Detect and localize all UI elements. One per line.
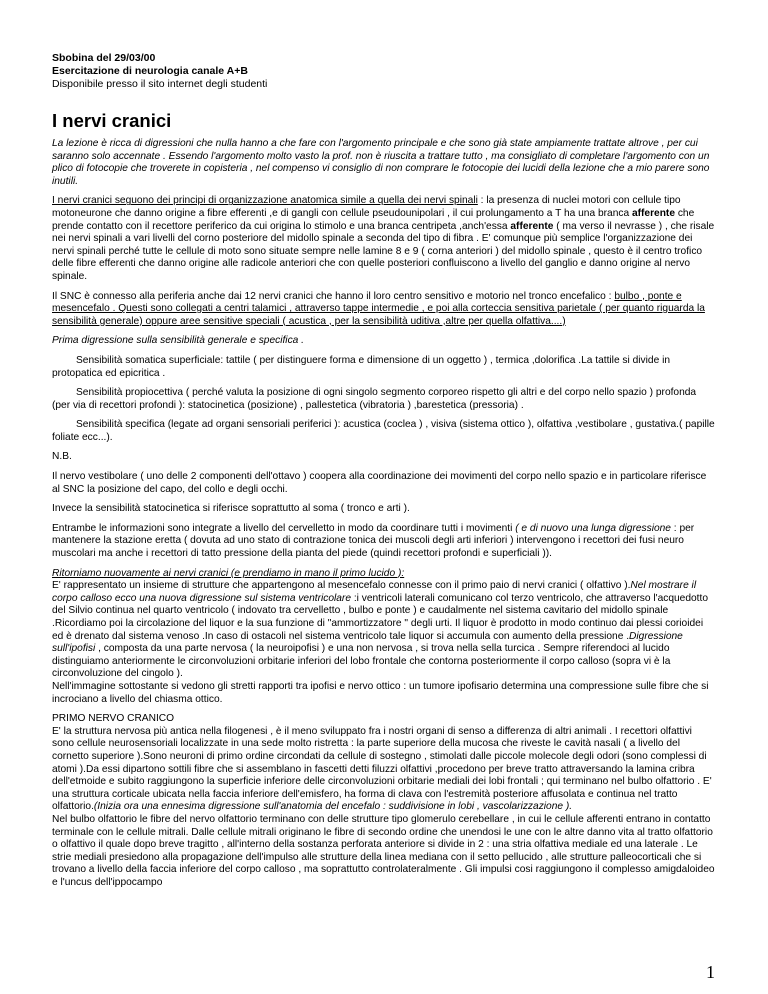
header-availability: Disponibile presso il sito internet degli studenti <box>52 78 268 90</box>
digression-heading: Prima digressione sulla sensibilità generale e specifica . <box>52 335 304 347</box>
text-run: Nel bulbo olfattorio le fibre del nervo olfattorio terminano con delle strutture tipo glomerulo cerebellare , in cui le cellule afferenti entrano in contatto terminale con le cellule mitrali. Dalle cellule mitrali originano le fibre di secondo ordine che unendosi le une con le altre danno vita al tratto olfattorio o olfattivo il quale dopo breve tragitto , all'interno della sostanza perforata anteriore si divide in 2 : una stria olfattiva mediale ed una laterale . Le strie mediali presiedono alla propagazione dell'impulso alle strutture della linea mediana con il setto pellucido , alle strutture palleocorticali che si trovano a livello della faccia inferiore del corpo calloso , ma soprattutto controlateralmente . Gli impulsi cosi raggiungono il complesso amigdaloideo e l'uncus dell'ippocampo <box>52 813 715 888</box>
paragraph-specific-sensitivity: Sensibilità specifica (legate ad organi sensoriali periferici ): acustica (coclea ) , visiva (sistema ottico ), olfattiva ,vestibolare , gustativa.( papille foliate ecc...). <box>52 419 715 443</box>
paragraph-first-slide <box>52 568 716 707</box>
header-date: Sbobina del 29/03/00 <box>52 52 156 64</box>
nota-bene: N.B. <box>52 451 72 463</box>
text-run: Il SNC è connesso alla periferia anche dai 12 nervi cranici che hanno il loro centro sensitivo e motorio nel tronco encefalico : <box>52 290 615 302</box>
page-title: I nervi cranici <box>52 110 172 131</box>
text-run: :i ventricoli laterali comunicano col terzo ventricolo, che attraverso l'acquedotto del Silvio continua nel quarto ventricolo ( indovato tra cervelletto , bulbo e ponte ) e caudalmente nel sistema cavitario del midollo spinale .Ricordiamo poi la circolazione del liquor e la sua funzione di "ammortizzatore " degli urti. Il liquor è prodotto in modo continuo dai plessi corioidei ed è drenato dal sistema venoso .In caso di ostacoli nel sistema ventricolo tale liquor si accumula con aumento della pressione . <box>52 592 708 642</box>
italic-text: Nel mostrare il corpo calloso ecco una nuova digressione sul sistema ventricolare <box>52 580 697 604</box>
document-page <box>52 52 716 896</box>
text-run: E' la struttura nervosa più antica nella filogenesi , è il meno sviluppato fra i nostri organi di senso a differenza di altri animali . I recettori olfattivi sono cellule neurosensoriali localizzate in una sede molto ristretta : la parte superiore della mucosa che riveste le cavità nasali ( a livello del cornetto superiore ).Sono neuroni di primo ordine circondati da cellule di sostegno , stimolati dalle piccole molecole degli odori (sono complessi di atomi ).Da essi dipartono sottili fibre che si assemblano in fascetti detti filuzzi olfattivi ,procedono per breve tratto attraversando la lamina cribra dell'etmoide e subito raggiungono la superficie inferiore delle circonvoluzioni orbitarie mediali dei lobi frontali ; qui terminano nel bulbo olfattorio . E' una struttura corticale ubicata nella faccia inferiore dell'emisfero, ha forma di clava con l'estremità posteriore affusolata e continua nel tratto olfattorio. <box>52 725 712 813</box>
text-run: che prende contatto con il recettore periferico da cui origina lo stimolo e una branca centripeta ,anch'essa <box>52 207 695 232</box>
paragraph-statokinetic: Invece la sensibilità statocinetica si riferisce soprattutto al soma ( tronco e arti ). <box>52 503 410 515</box>
text-run: Nell'immagine sottostante si vedono gli stretti rapporti tra ipofisi e nervo ottico : un tumore ipofisario determina una compressione sulle fibre che si incrociano a livello del chiasma ottico. <box>52 680 709 705</box>
document-header <box>52 52 716 91</box>
text-run: E' rappresentato un insieme di strutture che appartengono al mesencefalo connesse con il primo paio di nervi cranici ( olfattivo ). <box>52 580 631 592</box>
text-run: , composta da una parte nervosa ( la neuroipofisi ) e una non nervosa , si trova nella sella turcica . Sempre riferendoci al lucido distinguiamo anteriormente le circonvoluzioni orbitarie inferiori del lobo frontale che contorna posteriormente il corpo calloso (sopra vi è la circonvoluzione del cingolo ). <box>52 643 671 680</box>
intro-paragraph: La lezione è ricca di digressioni che nulla hanno a che fare con l'argomento principale e che sono già state ampiamente trattate altrove , per cui saranno solo accennate . Essendo l'argomento molto vasto la prof. non è riuscita a trattare tutto , ma consigliato di completare l'argomento con un plico di fotocopie che troverete in copisteria , nel compenso vi consiglio di non comprare le fotocopie dei lucidi della lezione che a mio parere sono inutili. <box>52 138 710 187</box>
text-run: : la presenza di nuclei motori con cellule tipo motoneurone che danno origine a fibre efferenti ,e di gangli con cellule pseudounipolari , il cui prolungamento a T ha una branca <box>52 195 681 219</box>
header-course: Esercitazione di neurologia canale A+B <box>52 65 248 77</box>
paragraph-proprioceptive-sensitivity: Sensibilità propiocettiva ( perché valuta la posizione di ogni singolo segmento corporeo rispetto gli altri e del corpo nello spazio ) profonda (per via di recettori profondi ): statocinetica (posizione) , pallestetica (vibratoria ) ,barestetica (pressoria) . <box>52 387 697 411</box>
underlined-text: bulbo , ponte e mesencefalo . Questi sono collegati a centri talamici , attraverso tappe intermedie , e poi alla corteccia sensitiva parietale ( per quanto riguarda la sensibilità generale) oppure aree sensitive speciali ( acustica , per la sensibilità uditiva ,altre per quella olfattiva....) <box>52 290 705 327</box>
paragraph-cerebellum <box>52 523 716 561</box>
bold-term: afferente <box>631 207 675 219</box>
text-run: Entrambe le informazioni sono integrate a livello del cervelletto in modo da coordinare tutti i movimenti <box>52 522 516 534</box>
italic-text: ( e di nuovo una lunga digressione <box>515 522 671 534</box>
paragraph-superficial-sensitivity: Sensibilità somatica superficiale: tattile ( per distinguere forma e dimensione di un oggetto ) , termica ,dolorifica .La tattile si divide in protopatica ed epicritica . <box>52 354 670 379</box>
paragraph-spinal-organization <box>52 195 716 283</box>
paragraph-vestibular-nerve: Il nervo vestibolare ( uno delle 2 componenti dell'ottavo ) coopera alla coordinazione dei movimenti del corpo nello spazio e in particolare riferisce al SNC la posizione del capo, del collo e degli occhi. <box>52 471 707 495</box>
bold-term: afferente <box>510 220 554 232</box>
text-run: ( ma verso il nevrasse ) , che risale nei nervi spinali a vari livelli del corno posteriore del midollo spinale a seconda del tipo di fibra . E' comunque più semplice l'organizzazione dei nervi spinali perché tutte le cellule di moto sono situate sempre nelle lamine 8 e 9 ( corna anteriori ) del midollo spinale , questo è il centro trofico delle fibre efferenti che danno origine alle radicole anteriori che con quelle posteriori confluiscono a livello del ganglio e danno origine al nervo spinale. <box>52 220 715 282</box>
section-heading: PRIMO NERVO CRANICO <box>52 713 175 725</box>
section-first-cranial-nerve <box>52 713 716 889</box>
paragraph-snc-connection <box>52 291 716 329</box>
text-run: : per mantenere la stazione eretta ( dovuta ad uno stato di contrazione tonica dei muscoli degli arti inferiori ) intervengono i recettori dei fusi neuro muscolari ma anche i recettori di tatto pressione della pianta del piede (quindi recettori profondi e superficiali )). <box>52 522 695 560</box>
page-number: 1 <box>706 962 715 982</box>
italic-text: Digressione sull'ipofisi <box>52 630 683 655</box>
underlined-text: I nervi cranici seguono dei principi di organizzazione anatomica simile a quella dei nervi spinali <box>52 195 478 207</box>
italic-underlined-text: Ritorniamo nuovamente ai nervi cranici (e prendiamo in mano il primo lucido ): <box>52 567 405 579</box>
italic-text: (Inizia ora una ennesima digressione sull'anatomia del encefalo : suddivisione in lobi , vascolarizzazione ). <box>93 801 573 813</box>
